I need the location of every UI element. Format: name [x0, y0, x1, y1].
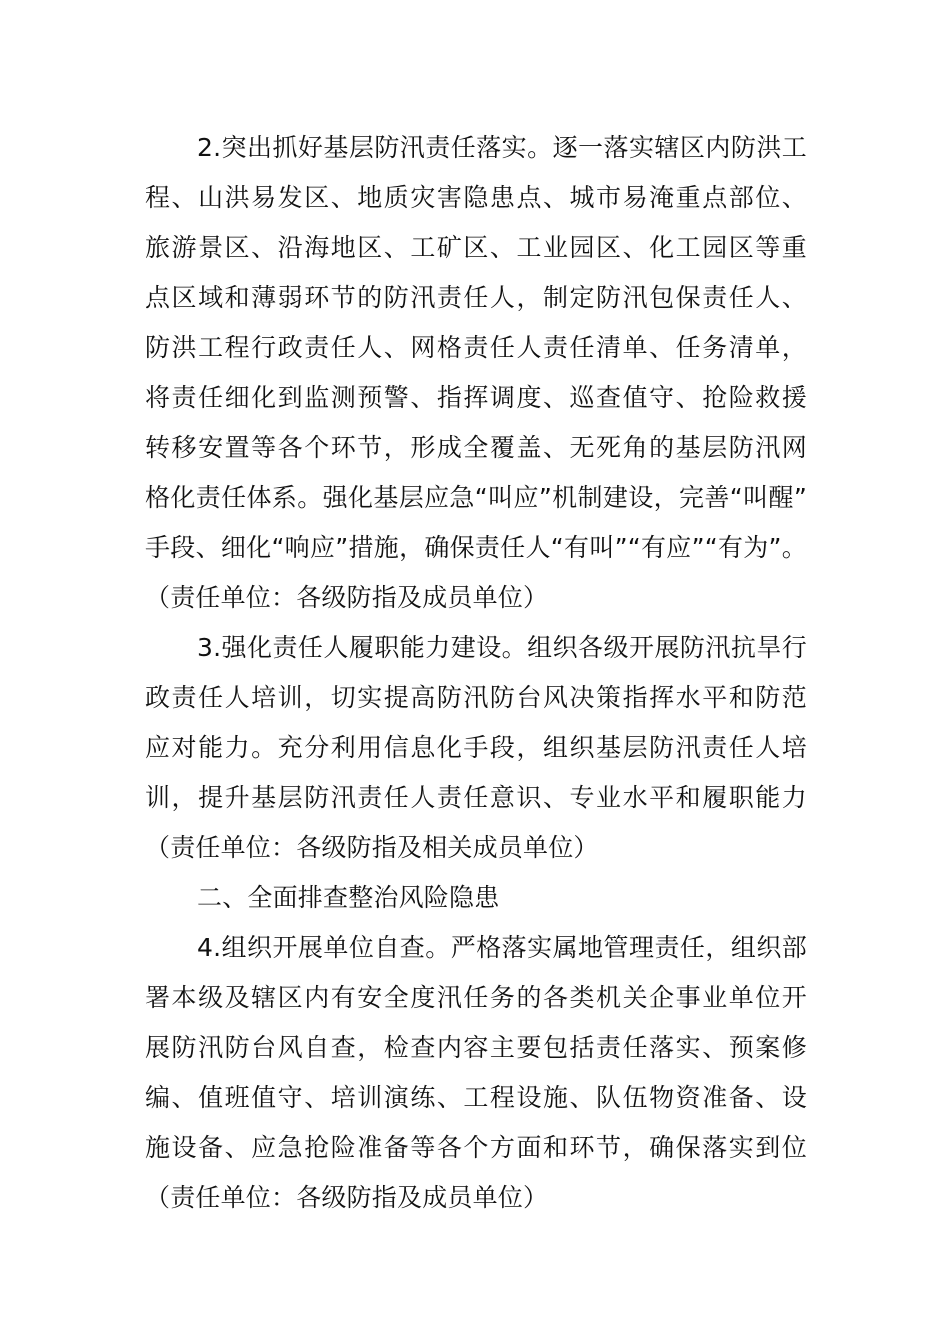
paragraph-3-line-3: 应对能力。充分利用信息化手段，组织基层防汛责任人培	[145, 733, 807, 762]
paragraph-4-line-1: 4.组织开展单位自查。严格落实属地管理责任，组织部	[197, 933, 807, 962]
paragraph-4-line-4: 编、值班值守、培训演练、工程设施、队伍物资准备、设	[145, 1083, 807, 1112]
paragraph-3-line-2: 政责任人培训，切实提高防汛防台风决策指挥水平和防范	[145, 683, 807, 712]
paragraph-3-line-5: （责任单位：各级防指及相关成员单位）	[145, 833, 599, 862]
paragraph-3-line-4: 训，提升基层防汛责任人责任意识、专业水平和履职能力	[145, 783, 807, 812]
paragraph-2-line-5: 防洪工程行政责任人、网格责任人责任清单、任务清单，	[145, 333, 807, 362]
paragraph-2-line-3: 旅游景区、沿海地区、工矿区、工业园区、化工园区等重	[145, 233, 807, 262]
paragraph-4-line-3: 展防汛防台风自查，检查内容主要包括责任落实、预案修	[145, 1033, 807, 1062]
paragraph-4-line-2: 署本级及辖区内有安全度汛任务的各类机关企事业单位开	[145, 983, 807, 1012]
paragraph-2-line-4: 点区域和薄弱环节的防汛责任人，制定防汛包保责任人、	[145, 283, 807, 312]
paragraph-2-line-1: 2.突出抓好基层防汛责任落实。逐一落实辖区内防洪工	[197, 133, 807, 162]
paragraph-2-line-6: 将责任细化到监测预警、指挥调度、巡查值守、抢险救援	[145, 383, 807, 412]
paragraph-2-line-2: 程、山洪易发区、地质灾害隐患点、城市易淹重点部位、	[145, 183, 807, 212]
paragraph-2-line-10: （责任单位：各级防指及成员单位）	[145, 583, 549, 612]
paragraph-2-line-7: 转移安置等各个环节，形成全覆盖、无死角的基层防汛网	[145, 433, 807, 462]
paragraph-3-line-1: 3.强化责任人履职能力建设。组织各级开展防汛抗旱行	[197, 633, 807, 662]
paragraph-4-line-6: （责任单位：各级防指及成员单位）	[145, 1183, 549, 1212]
paragraph-2-line-9: 手段、细化“响应”措施，确保责任人“有叫”“有应”“有为”。	[145, 533, 807, 562]
paragraph-4-line-5: 施设备、应急抢险准备等各个方面和环节，确保落实到位	[145, 1133, 807, 1162]
paragraph-2-line-8: 格化责任体系。强化基层应急“叫应”机制建设，完善“叫醒”	[145, 483, 807, 512]
section-heading: 二、全面排查整治风险隐患	[197, 883, 500, 912]
